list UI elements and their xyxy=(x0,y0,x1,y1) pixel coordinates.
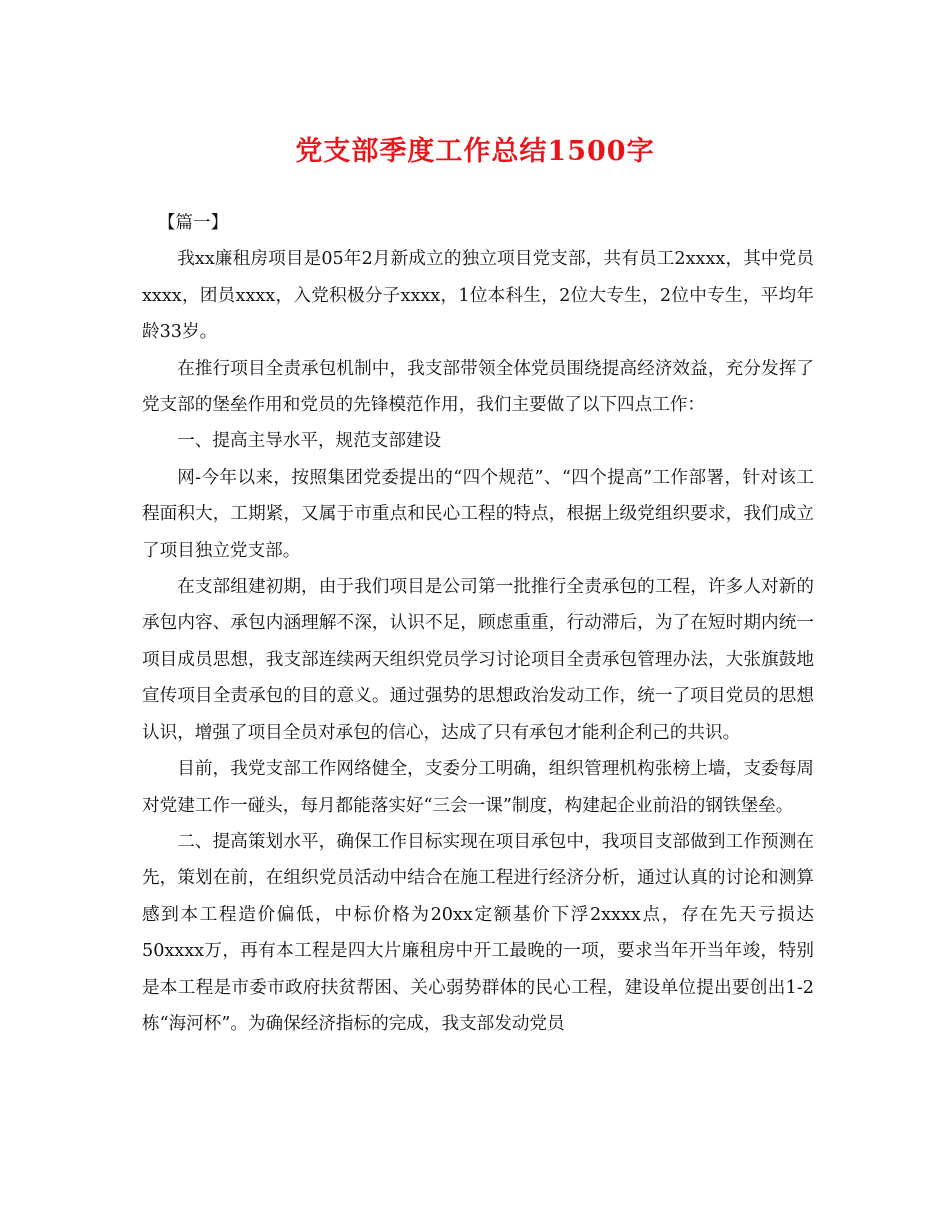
paragraph-branch-founding: 网-今年以来，按照集团党委提出的“四个规范”、“四个提高”工作部署，针对该工程面积大，工期紧，又属于市重点和民心工程的特点，根据上级党组织要求，我们成立了项目独立党支部。 xyxy=(142,467,814,561)
paragraph-staff-overview: 我xx廉租房项目是05年2月新成立的独立项目党支部，共有员工2xxxx，其中党员xxxx，团员xxxx，入党积极分子xxxx，1位本科生，2位大专生，2位中专生，平均年龄33岁。 xyxy=(142,249,814,343)
section-tag: 【篇一】 xyxy=(157,213,229,233)
document-body xyxy=(142,205,814,1042)
paragraph-current-status: 目前，我党支部工作网络健全，支委分工明确，组织管理机构张榜上墙，支委每周对党建工作一碰头，每月都能落实好“三会一课”制度，构建起企业前沿的钢铁堡垒。 xyxy=(142,759,814,816)
heading-section-one: 一、提高主导水平，规范支部建设 xyxy=(177,431,442,452)
document-title: 党支部季度工作总结1500字 xyxy=(295,136,655,167)
paragraph-work-intro: 在推行项目全责承包机制中，我支部带领全体党员围绕提高经济效益，充分发挥了党支部的堡垒作用和党员的先锋模范作用，我们主要做了以下四点工作： xyxy=(142,358,814,416)
paragraph-section-two: 二、提高策划水平，确保工作目标实现在项目承包中，我项目支部做到工作预测在先，策划在前，在组织党员活动中结合在施工程进行经济分析，通过认真的讨论和测算感到本工程造价偏低，中标价格为20xx定额基价下浮2xxxx点，存在先天亏损达50xxxx万，再有本工程是四大片廉租房中开工最晚的一项，要求当年开当年竣，特别是本工程是市委市政府扶贫帮困、关心弱势群体的民心工程，建设单位提出要创出1-2栋“海河杯”。为确保经济指标的完成，我支部发动党员 xyxy=(142,831,814,1034)
paragraph-early-stage: 在支部组建初期，由于我们项目是公司第一批推行全责承包的工程，许多人对新的承包内容、承包内涵理解不深，认识不足，顾虑重重，行动滞后，为了在短时期内统一项目成员思想，我支部连续两天组织党员学习讨论项目全责承包管理办法，大张旗鼓地宣传项目全责承包的目的意义。通过强势的思想政治发动工作，统一了项目党员的思想认识，增强了项目全员对承包的信心，达成了只有承包才能利企利己的共识。 xyxy=(142,577,814,743)
